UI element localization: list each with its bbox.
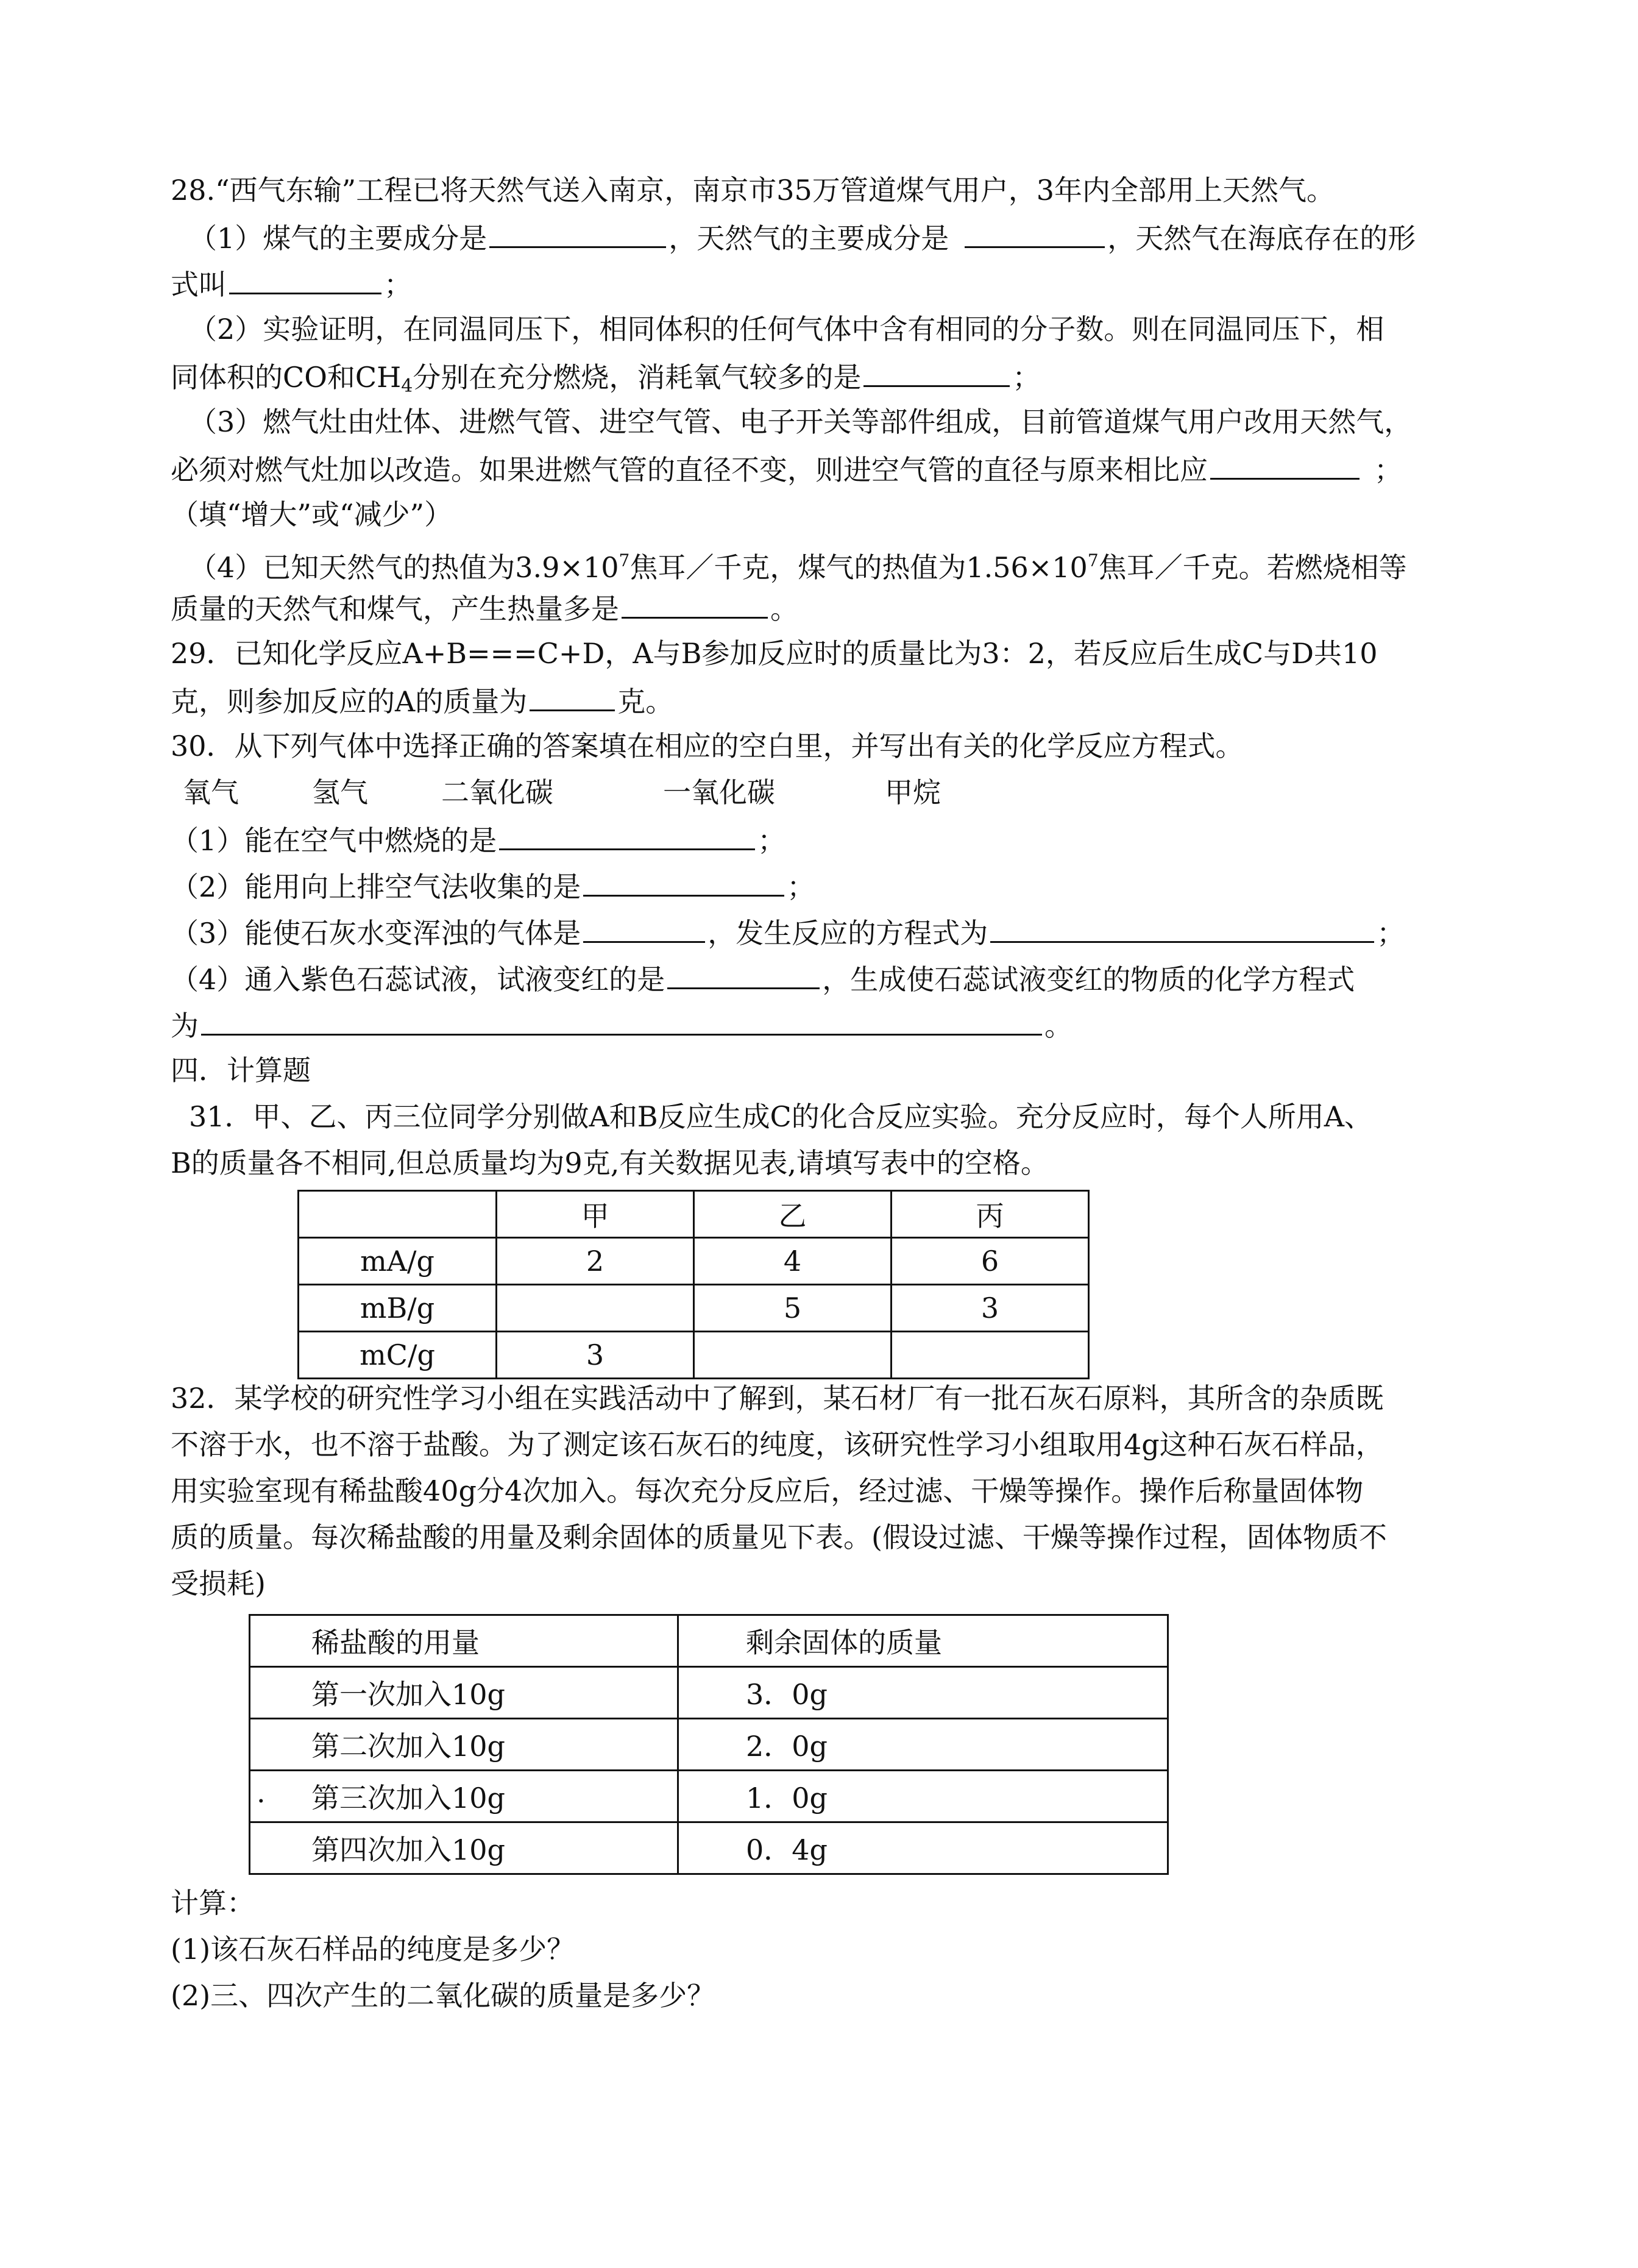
q29-line-1: 29．已知化学反应A+B===C+D，A与B参加反应时的质量比为3：2，若反应后生成C与D共10 [171,637,1378,670]
q29-text: 克，则参加反应的A的质量为 [171,685,528,718]
answer-blank[interactable] [583,913,705,943]
table-cell [299,1191,497,1238]
q28-text: 式叫 [171,268,227,301]
q30-line-5 [171,913,1511,951]
table-cell: 第四次加入10g [250,1822,678,1874]
table-header-cell: 甲 [497,1191,694,1238]
gas-option: 氧气 [183,776,239,809]
q28-text: ； [1012,361,1041,394]
answer-blank[interactable] [499,820,755,850]
answer-blank[interactable] [965,218,1105,248]
q30-text: （1）能在空气中燃烧的是 [171,824,497,857]
q28-text: 焦耳／千克，煤气的热值为1.56×10 [629,551,1088,584]
q28-line-4: （2）实验证明，在同温同压下，相同体积的任何气体中含有相同的分子数。则在同温同压下，相 [189,313,1384,346]
table-cell: 0．4g [678,1822,1168,1874]
q28-line-1: 28.“西气东输”工程已将天然气送入南京，南京市35万管道煤气用户，3年内全部用上天然气。 [171,174,1335,207]
gas-option: 甲烷 [885,776,941,809]
empty-answer-cell[interactable] [892,1332,1089,1379]
q28-text: 必须对燃气灶加以改造。如果进燃气管的直径不变，则进空气管的直径与原来相比应 [171,453,1208,486]
answer-blank[interactable] [489,218,666,248]
gas-option: 氢气 [312,776,368,809]
q32-line-1: 32．某学校的研究性学习小组在实践活动中了解到，某石材厂有一批石灰石原料，其所含的杂质既 [171,1382,1384,1415]
table-cell: 3 [892,1285,1089,1332]
table-cell: 2．0g [678,1719,1168,1771]
q28-text: 质量的天然气和煤气，产生热量多是 [171,592,619,625]
q28-text: （4）已知天然气的热值为3.9×10 [189,551,619,584]
table-cell-with-mark [250,1771,678,1822]
q30-line-1: 30．从下列气体中选择正确的答案填在相应的空白里，并写出有关的化学反应方程式。 [171,730,1244,763]
q30-text: ； [1377,917,1405,950]
q30-text: ，生成使石蕊试液变红的物质的化学方程式 [822,963,1355,996]
q30-line-7 [171,1006,1511,1044]
q30-text: 为 [171,1009,199,1042]
table-row [250,1822,1168,1874]
table-row [250,1667,1168,1719]
gas-options [183,774,1523,811]
answer-blank[interactable] [583,867,784,897]
row-label: mA/g [299,1238,497,1285]
table-header-row [250,1615,1168,1667]
gas-option: 二氧化碳 [441,776,553,809]
q32-line-4: 质的质量。每次稀盐酸的用量及剩余固体的质量见下表。(假设过滤、干燥等操作过程，固体物质不 [171,1521,1387,1554]
q30-line-3 [171,820,1511,859]
stray-mark: . [257,1776,266,1809]
q30-text: ； [757,824,786,857]
table-header-row [299,1191,1089,1238]
calc-question-2: (2)三、四次产生的二氧化碳的质量是多少？ [171,1979,715,2012]
answer-blank[interactable] [1210,450,1360,480]
table-row [299,1332,1089,1379]
q30-text: ； [787,870,815,903]
table-cell: 第一次加入10g [250,1667,678,1719]
q28-line-5 [171,357,1511,405]
table-cell: 6 [892,1238,1089,1285]
table-row [299,1285,1089,1332]
gas-option: 一氧化碳 [663,776,775,809]
superscript: 7 [1087,550,1099,571]
empty-answer-cell[interactable] [497,1285,694,1332]
answer-blank[interactable] [667,959,820,989]
q28-part1-text: ，天然气的主要成分是 [668,222,949,255]
q28-line-3 [171,265,1511,303]
q28-text: 焦耳／千克。若燃烧相等 [1098,551,1407,584]
q28-part1-text: （1）煤气的主要成分是 [189,222,488,255]
table-row [250,1771,1168,1822]
table-cell-text: 第三次加入10g [311,1782,505,1815]
calc-question-1: (1)该石灰石样品的纯度是多少？ [171,1933,575,1966]
q28-line-6: （3）燃气灶由灶体、进燃气管、进空气管、电子开关等部件组成，目前管道煤气用户改用天然气， [189,405,1413,438]
q31-line-1: 31．甲、乙、丙三位同学分别做A和B反应生成C的化合反应实验。充分反应时，每个人所用A、 [189,1100,1372,1133]
q29-text: 克。 [617,685,674,718]
q28-line-7 [171,450,1511,488]
table-header-cell: 乙 [694,1191,892,1238]
answer-blank[interactable] [990,913,1374,943]
q28-line-10 [171,589,1511,627]
q28-line-2 [189,218,1530,257]
q28-line-8: （填“增大”或“减少”） [171,498,453,531]
answer-blank[interactable] [229,265,381,294]
answer-blank[interactable] [863,357,1010,387]
q31-table [297,1190,1090,1379]
answer-blank[interactable] [622,589,768,619]
q31-line-2: B的质量各不相同,但总质量均为9克,有关数据见表,请填写表中的空格。 [171,1146,1049,1179]
q30-line-4 [171,867,1511,905]
subscript: 4 [401,375,413,397]
table-header-cell: 稀盐酸的用量 [250,1615,678,1667]
table-cell: 5 [694,1285,892,1332]
q28-line-9 [189,542,1530,586]
table-cell: 1．0g [678,1771,1168,1822]
q28-text: ； [384,268,412,301]
answer-blank[interactable] [530,681,615,711]
q30-text: （3）能使石灰水变浑浊的气体是 [171,917,581,950]
table-cell: 3．0g [678,1667,1168,1719]
table-row [299,1238,1089,1285]
q32-line-3: 用实验室现有稀盐酸40g分4次加入。每次充分反应后，经过滤、干燥等操作。操作后称量固体物 [171,1474,1364,1507]
table-cell: 2 [497,1238,694,1285]
table-cell: 3 [497,1332,694,1379]
q30-line-6 [171,959,1511,998]
empty-answer-cell[interactable] [694,1332,892,1379]
q30-text: ，发生反应的方程式为 [707,917,988,950]
q30-text: （4）通入紫色石蕊试液，试液变红的是 [171,963,665,996]
q28-text: 分别在充分燃烧，消耗氧气较多的是 [413,361,862,394]
section-heading: 四．计算题 [171,1054,311,1087]
table-header-cell: 丙 [892,1191,1089,1238]
table-row [250,1719,1168,1771]
table-cell: 4 [694,1238,892,1285]
q30-text: （2）能用向上排空气法收集的是 [171,870,581,903]
table-header-cell: 剩余固体的质量 [678,1615,1168,1667]
q28-text: 同体积的CO和CH [171,361,402,394]
q32-line-2: 不溶于水，也不溶于盐酸。为了测定该石灰石的纯度，该研究性学习小组取用4g这种石灰石样品， [171,1428,1384,1461]
superscript: 7 [619,550,630,571]
calc-heading: 计算： [171,1886,255,1919]
table-cell: 第二次加入10g [250,1719,678,1771]
q32-line-5: 受损耗) [171,1567,266,1600]
q28-text: 。 [770,592,798,625]
q30-text: 。 [1044,1009,1072,1042]
row-label: mC/g [299,1332,497,1379]
answer-blank[interactable] [201,1006,1042,1036]
q28-text: ； [1374,453,1402,486]
row-label: mB/g [299,1285,497,1332]
q29-line-2 [171,681,1511,720]
q28-part1-text: ，天然气在海底存在的形 [1107,222,1416,255]
q32-table [249,1614,1169,1875]
